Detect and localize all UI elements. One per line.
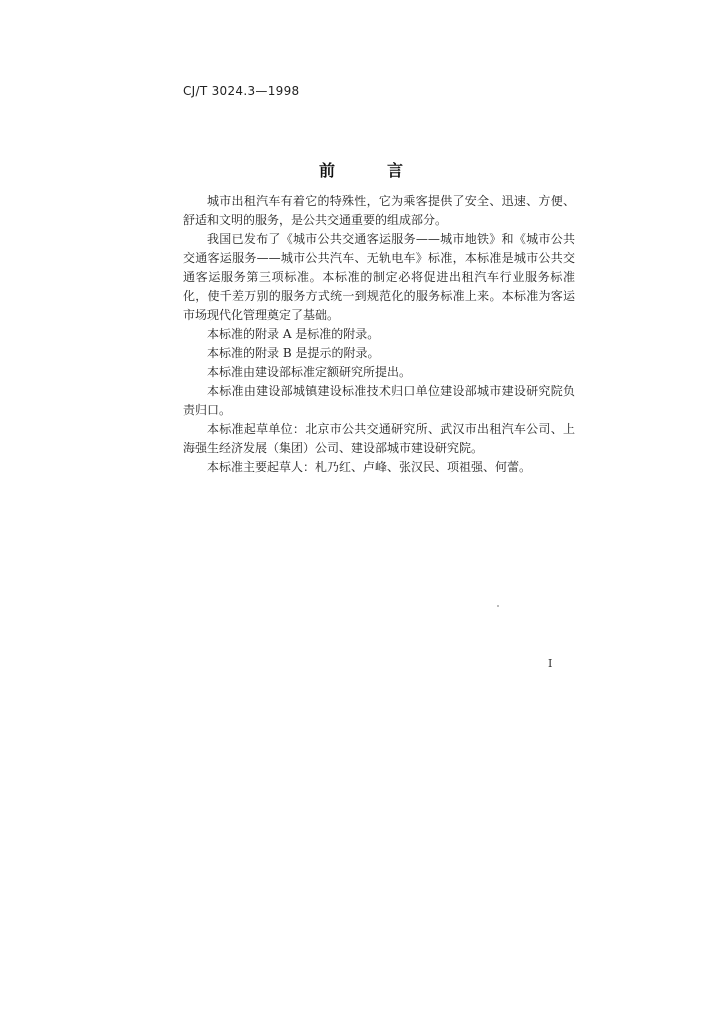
paragraph-3: 本标准的附录 A 是标准的附录。 (207, 327, 380, 341)
page-number: I (548, 657, 553, 670)
paragraph-1: 城市出租汽车有着它的特殊性，它为乘客提供了安全、迅速、方便、舒适和文明的服务，是公共交通重要的组成部分。 (183, 194, 575, 227)
paragraph-8: 本标准主要起草人：札乃红、卢峰、张汉民、项祖强、何蕾。 (207, 460, 532, 474)
paragraph-2: 我国已发布了《城市公共交通客运服务——城市地铁》和《城市公共交通客运服务——城市公共汽车、无轨电车》标准，本标准是城市公共交通客运服务第三项标准。本标准的制定必将促进出租汽车行业服务标准化，使千差万别的服务方式统一到规范化的服务标准上来。本标准为客运市场现代化管理奠定了基础。 (183, 232, 575, 322)
paragraph-5: 本标准由建设部标准定额研究所提出。 (207, 365, 412, 379)
paragraph-7: 本标准起草单位：北京市公共交通研究所、武汉市出租汽车公司、上海强生经济发展（集团）公司、建设部城市建设研究院。 (183, 422, 575, 455)
paragraph-4: 本标准的附录 B 是提示的附录。 (207, 346, 380, 360)
paragraph-6: 本标准由建设部城镇建设标准技术归口单位建设部城市建设研究院负责归口。 (183, 384, 575, 417)
scan-speck (497, 605, 499, 607)
standard-code: CJ/T 3024.3—1998 (183, 84, 300, 98)
title-char-1: 前 (318, 161, 335, 180)
foreword-body (183, 192, 575, 477)
title-char-2: 言 (387, 161, 404, 180)
page-title (0, 158, 722, 181)
